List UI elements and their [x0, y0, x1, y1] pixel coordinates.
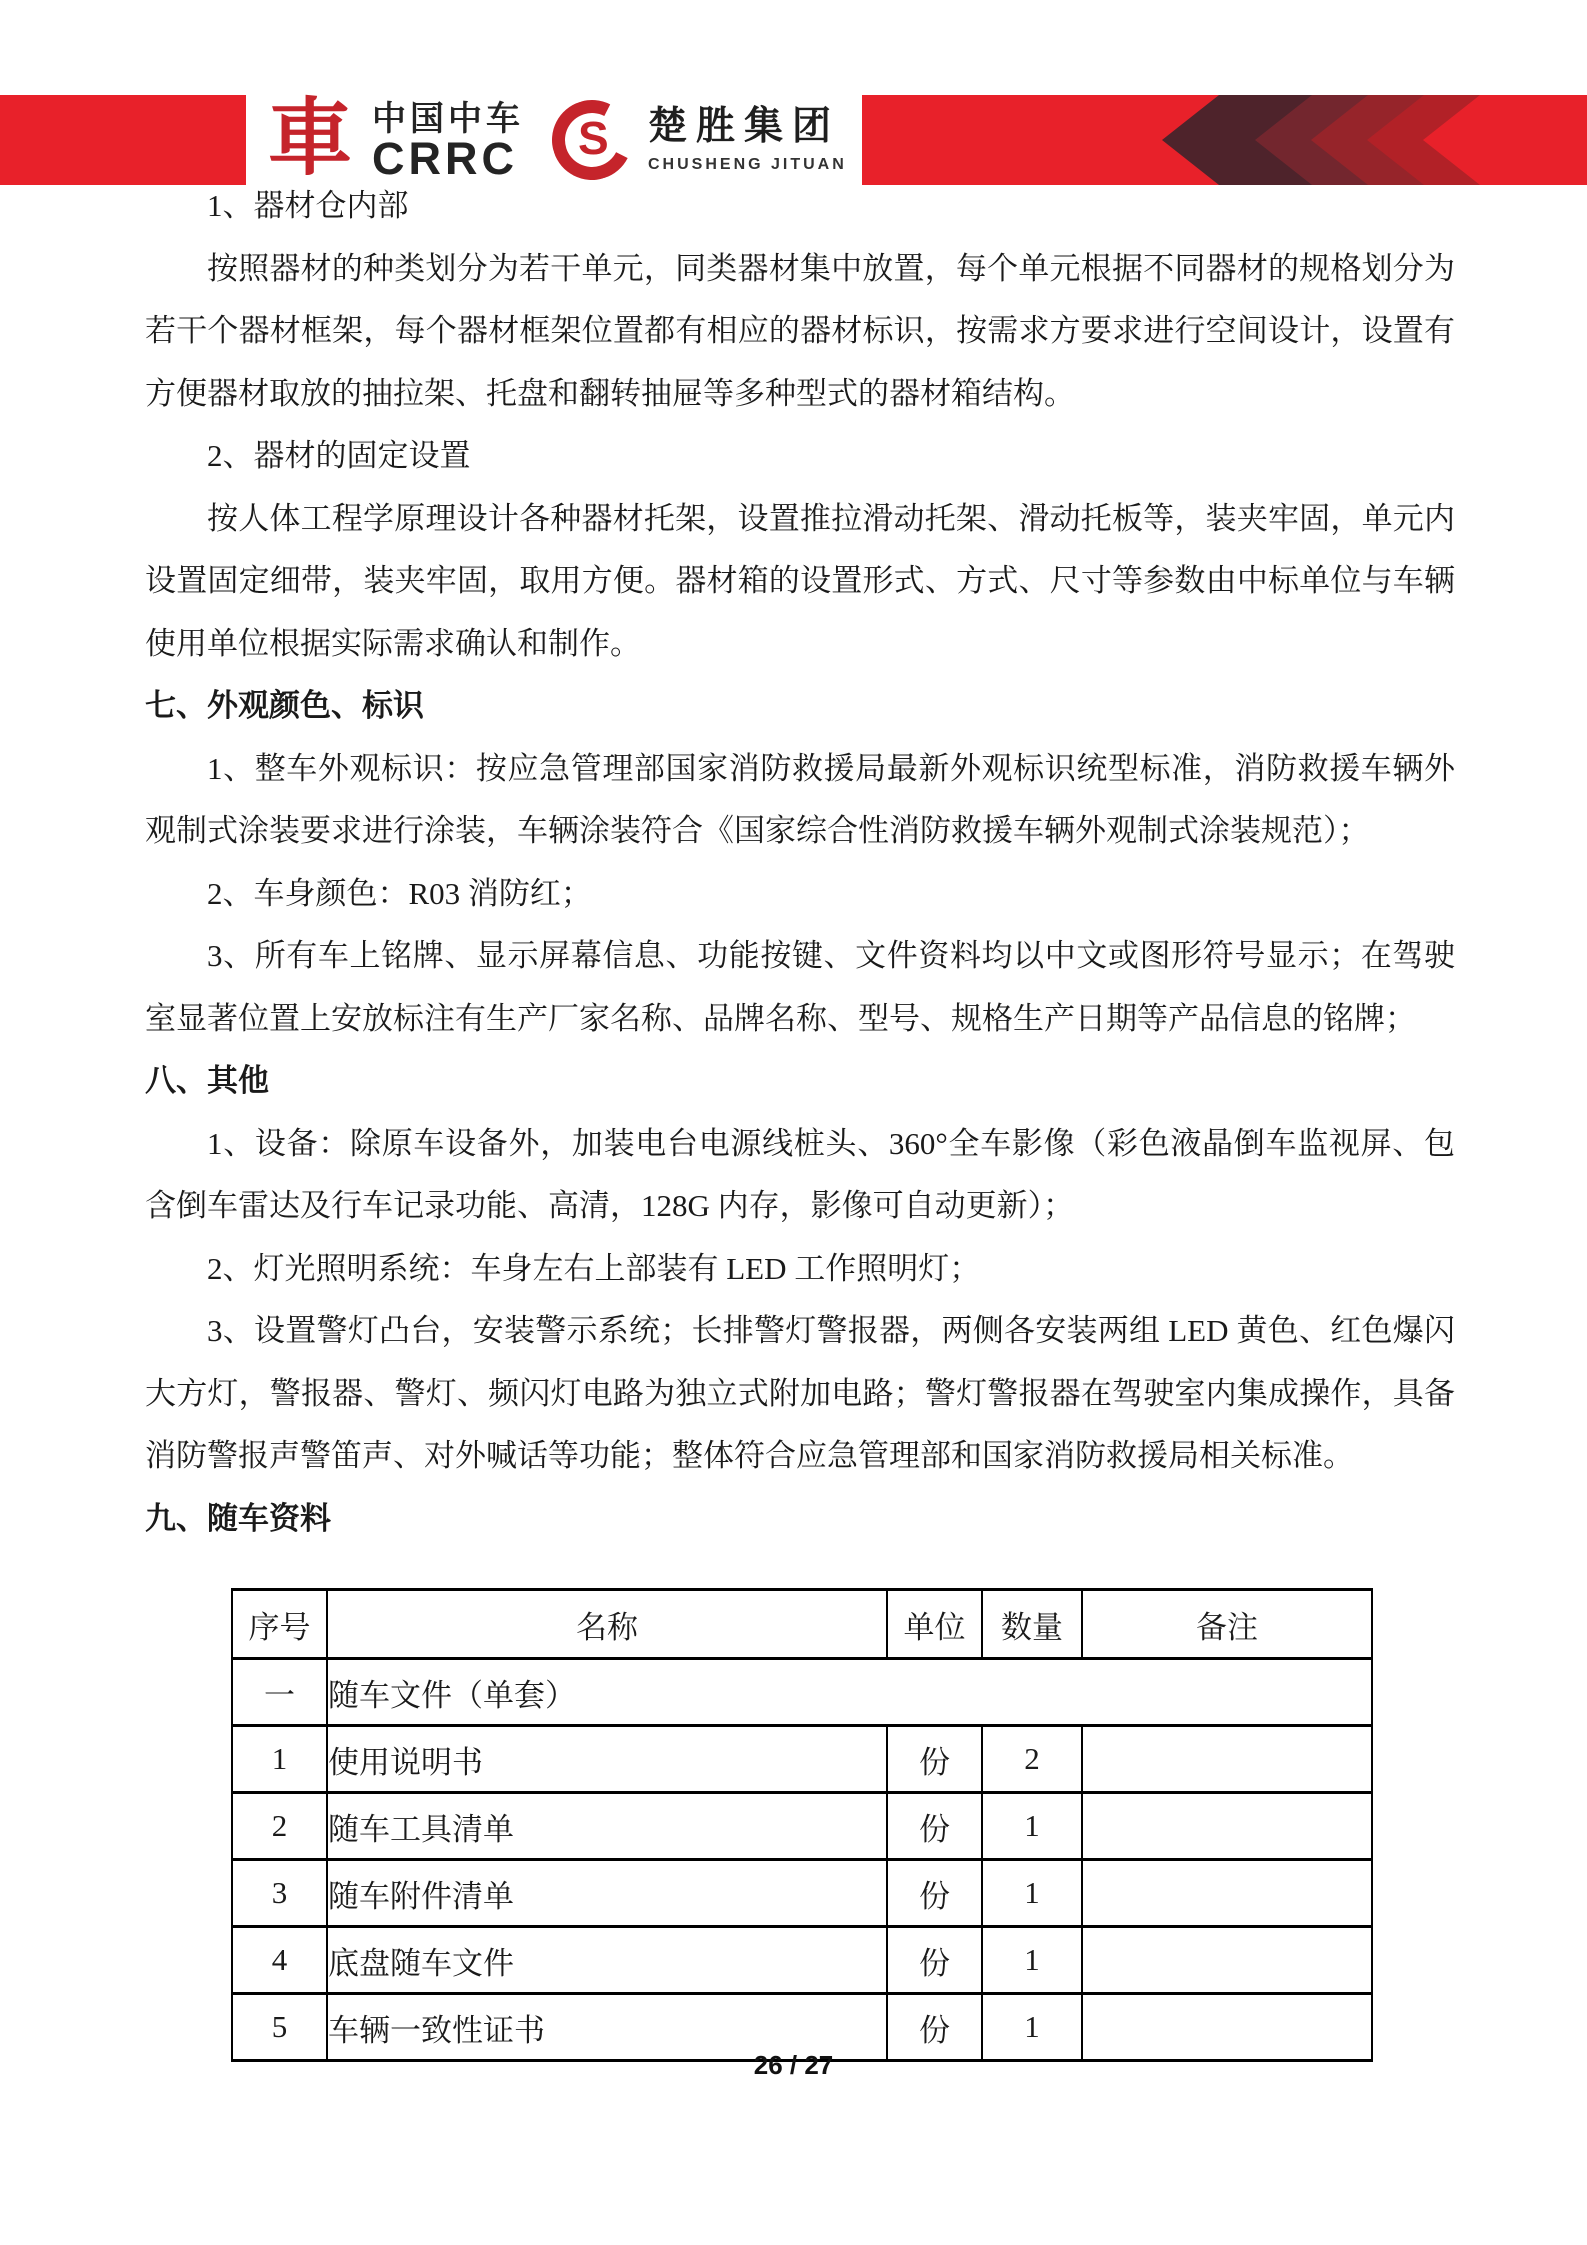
crrc-emblem-icon: 車: [268, 93, 353, 186]
table-column-header: 序号: [232, 1590, 327, 1659]
unit-cell: 份: [887, 1994, 982, 2061]
item-name-cell: 车辆一致性证书: [327, 1994, 887, 2061]
chusheng-english-name: CHUSHENG JITUAN: [648, 156, 847, 173]
table-row: [232, 1927, 1372, 1994]
unit-cell: 份: [887, 1927, 982, 1994]
header-band: [0, 95, 1587, 185]
quantity-cell: 1: [982, 1860, 1082, 1927]
crrc-english-name: CRRC: [372, 132, 519, 184]
quantity-cell: 2: [982, 1726, 1082, 1793]
table-column-header: 数量: [982, 1590, 1082, 1659]
row-number-cell: 1: [232, 1726, 327, 1793]
table-row: [232, 1726, 1372, 1793]
item-name-cell: 底盘随车文件: [327, 1927, 887, 1994]
row-number-cell: 2: [232, 1793, 327, 1860]
paragraph: 1、整车外观标识：按应急管理部国家消防救援局最新外观标识统型标准，消防救援车辆外观制式涂装要求进行涂装，车辆涂装符合《国家综合性消防救援车辆外观制式涂装规范）；: [145, 750, 1455, 848]
crrc-logo-text: [372, 99, 525, 184]
section-title-cell: 随车文件（单套）: [327, 1659, 1372, 1726]
table-row: [232, 1860, 1372, 1927]
paragraph: 2、灯光照明系统：车身左右上部装有 LED 工作照明灯；: [207, 1250, 981, 1286]
table-header-row: [232, 1590, 1372, 1659]
note-cell: [1082, 1793, 1372, 1860]
header-left-red-block: [0, 95, 246, 185]
accompanying-materials-table: [231, 1588, 1373, 2062]
note-cell: [1082, 1726, 1372, 1793]
unit-cell: 份: [887, 1793, 982, 1860]
paragraph: 1、设备：除原车设备外，加装电台电源线桩头、360°全车影像（彩色液晶倒车监视屏、包含倒车雷达及行车记录功能、高清，128G 内存，影像可自动更新）；: [145, 1125, 1455, 1223]
chusheng-chinese-name: 楚胜集团: [648, 105, 841, 148]
table-column-header: 备注: [1082, 1590, 1372, 1659]
document-body: [145, 175, 1455, 1550]
header-right-red-band: [862, 95, 1587, 185]
chusheng-logo: [552, 97, 847, 183]
section-heading: 七、外观颜色、标识: [145, 688, 424, 723]
paragraph: 2、器材的固定设置: [207, 438, 471, 473]
page-number: 26 / 27: [753, 2050, 834, 2080]
paragraph: 按照器材的种类划分为若干单元，同类器材集中放置，每个单元根据不同器材的规格划分为若干个器材框架，每个器材框架位置都有相应的器材标识，按需求方要求进行空间设计，设置有方便器材取放的抽拉架、托盘和翻转抽屉等多种型式的器材箱结构。: [145, 250, 1455, 411]
note-cell: [1082, 1860, 1372, 1927]
note-cell: [1082, 1927, 1372, 1994]
row-number-cell: 4: [232, 1927, 327, 1994]
crrc-chinese-name: 中国中车: [372, 99, 525, 138]
table-section-row: [232, 1659, 1372, 1726]
section-heading: 八、其他: [145, 1063, 269, 1098]
paragraph: 按人体工程学原理设计各种器材托架，设置推拉滑动托架、滑动托板等，装夹牢固，单元内设置固定细带，装夹牢固，取用方便。器材箱的设置形式、方式、尺寸等参数由中标单位与车辆使用单位根据实际需求确认和制作。: [145, 500, 1455, 661]
table-column-header: 名称: [327, 1590, 887, 1659]
row-number-cell: 5: [232, 1994, 327, 2061]
item-name-cell: 随车附件清单: [327, 1860, 887, 1927]
unit-cell: 份: [887, 1726, 982, 1793]
unit-cell: 份: [887, 1860, 982, 1927]
quantity-cell: 1: [982, 1793, 1082, 1860]
quantity-cell: 1: [982, 1994, 1082, 2061]
section-heading: 九、随车资料: [145, 1500, 331, 1536]
item-name-cell: 随车工具清单: [327, 1793, 887, 1860]
row-number-cell: 3: [232, 1860, 327, 1927]
section-index-cell: 一: [232, 1659, 327, 1726]
chusheng-emblem-icon: [552, 100, 632, 180]
paragraph: 3、设置警灯凸台，安装警示系统；长排警灯警报器，两侧各安装两组 LED 黄色、红色爆闪大方灯，警报器、警灯、频闪灯电路为独立式附加电路；警灯警报器在驾驶室内集成操作，具备消防警报声警笛声、对外喊话等功能；整体符合应急管理部和国家消防救援局相关标准。: [145, 1313, 1455, 1473]
chusheng-logo-text: [648, 106, 847, 174]
item-name-cell: 使用说明书: [327, 1726, 887, 1793]
paragraph: 3、所有车上铭牌、显示屏幕信息、功能按键、文件资料均以中文或图形符号显示；在驾驶室显著位置上安放标注有生产厂家名称、品牌名称、型号、规格生产日期等产品信息的铭牌；: [145, 938, 1455, 1036]
crrc-logo: [268, 93, 525, 186]
chusheng-s-glyph: S: [578, 112, 609, 164]
table-row: [232, 1793, 1372, 1860]
quantity-cell: 1: [982, 1927, 1082, 1994]
table-column-header: 单位: [887, 1590, 982, 1659]
paragraph: 2、车身颜色：R03 消防红；: [207, 875, 592, 911]
paragraph: 1、器材仓内部: [207, 188, 409, 223]
